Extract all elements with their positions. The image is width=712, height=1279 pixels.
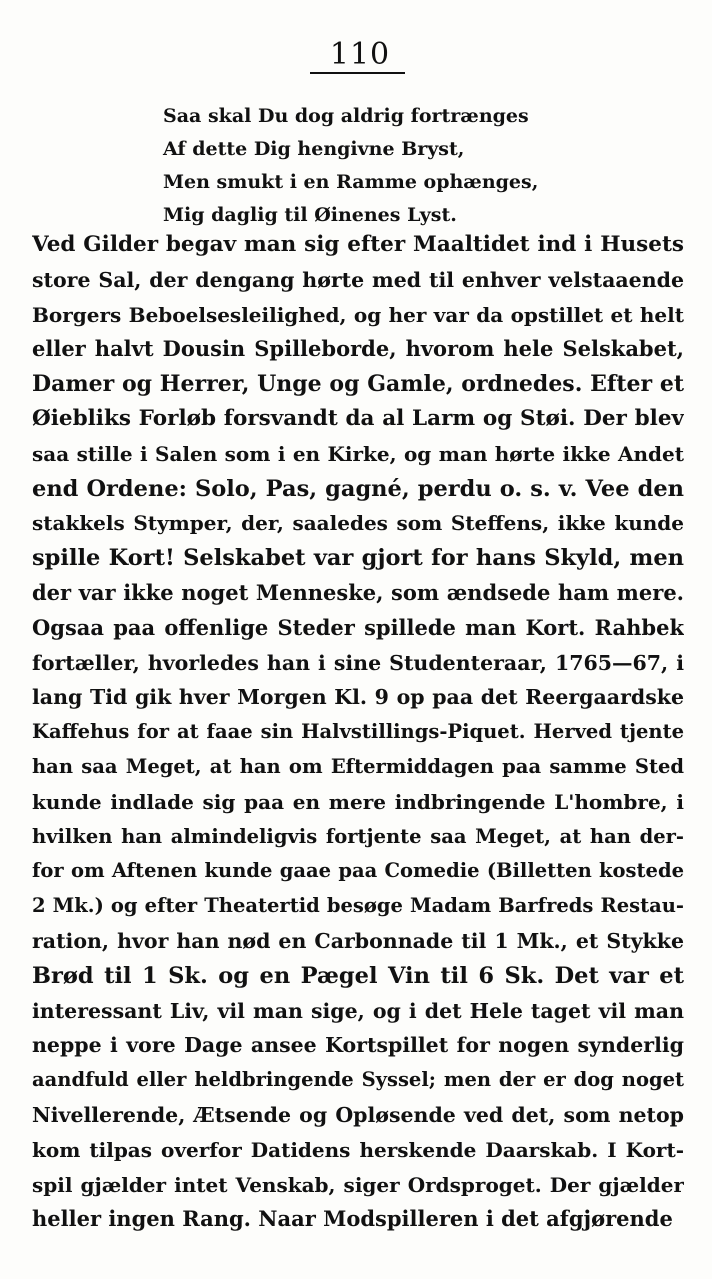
text-line: interessant Liv, vil man sige, og i det Hele taget vil man <box>32 998 684 1023</box>
poem-stanza <box>163 100 538 232</box>
text-line: 2 Mk.) og efter Theatertid besøge Madam Barfreds Restau- <box>32 894 684 918</box>
page-number-rule <box>310 72 405 74</box>
body-paragraph <box>32 228 684 1237</box>
poem-line: Af dette Dig hengivne Bryst, <box>163 138 465 160</box>
text-line: Damer og Herrer, Unge og Gamle, ordnedes. Efter et <box>32 371 684 398</box>
poem-line: Mig daglig til Øinenes Lyst. <box>163 204 457 226</box>
text-line: hvilken han almindeligvis fortjente saa Meget, at han der- <box>32 824 684 848</box>
text-line: saa stille i Salen som i en Kirke, og man hørte ikke Andet <box>32 441 684 466</box>
text-line: for om Aftenen kunde gaae paa Comedie (Billetten kostede <box>32 859 684 883</box>
text-line: spil gjælder intet Venskab, siger Ordsproget. Der gjælder <box>32 1172 684 1197</box>
text-line: Ogsaa paa offenlige Steder spillede man Kort. Rahbek <box>32 614 684 640</box>
text-line: Kaffehus for at faae sin Halvstillings-Piquet. Herved tjente <box>32 720 684 744</box>
text-line: heller ingen Rang. Naar Modspilleren i det afgjørende <box>32 1206 673 1232</box>
text-line: fortæller, hvorledes han i sine Studenteraar, 1765—67, i <box>32 650 684 675</box>
text-line: kom tilpas overfor Datidens herskende Daarskab. I Kort- <box>32 1137 684 1162</box>
text-line: eller halvt Dousin Spilleborde, hvorom hele Selskabet, <box>32 336 684 362</box>
poem-line: Saa skal Du dog aldrig fortrænges <box>163 105 529 127</box>
text-line: end Ordene: Solo, Pas, gagné, perdu o. s. v. Vee den <box>32 475 684 502</box>
text-line: spille Kort! Selskabet var gjort for hans Skyld, men <box>32 545 684 572</box>
text-line: stakkels Stymper, der, saaledes som Steffens, ikke kunde <box>32 511 684 536</box>
text-line: lang Tid gik hver Morgen Kl. 9 op paa det Reergaardske <box>32 685 684 710</box>
text-line: Nivellerende, Ætsende og Opløsende ved det, som netop <box>32 1102 684 1127</box>
text-line: ration, hvor han nød en Carbonnade til 1 Mk., et Stykke <box>32 928 684 953</box>
text-line: der var ikke noget Menneske, som ændsede ham mere. <box>32 579 684 605</box>
poem-line: Men smukt i en Ramme ophænges, <box>163 171 539 193</box>
text-line: aandfuld eller heldbringende Syssel; men der er dog noget <box>32 1068 684 1092</box>
text-line: han saa Meget, at han om Eftermiddagen paa samme Sted <box>32 754 684 778</box>
text-line: kunde indlade sig paa en mere indbringende L'hombre, i <box>32 789 684 814</box>
text-line: Borgers Beboelsesleilighed, og her var da opstillet et helt <box>32 302 684 327</box>
text-line: Ved Gilder begav man sig efter Maaltidet ind i Husets <box>32 232 684 257</box>
text-line: store Sal, der dengang hørte med til enhver velstaaende <box>32 267 684 292</box>
page-number: 110 <box>329 37 391 72</box>
text-line: Brød til 1 Sk. og en Pægel Vin til 6 Sk. Det var et <box>32 962 684 989</box>
text-line: neppe i vore Dage ansee Kortspillet for nogen synderlig <box>32 1033 684 1058</box>
text-line: Øiebliks Forløb forsvandt da al Larm og Støi. Der blev <box>32 405 684 431</box>
